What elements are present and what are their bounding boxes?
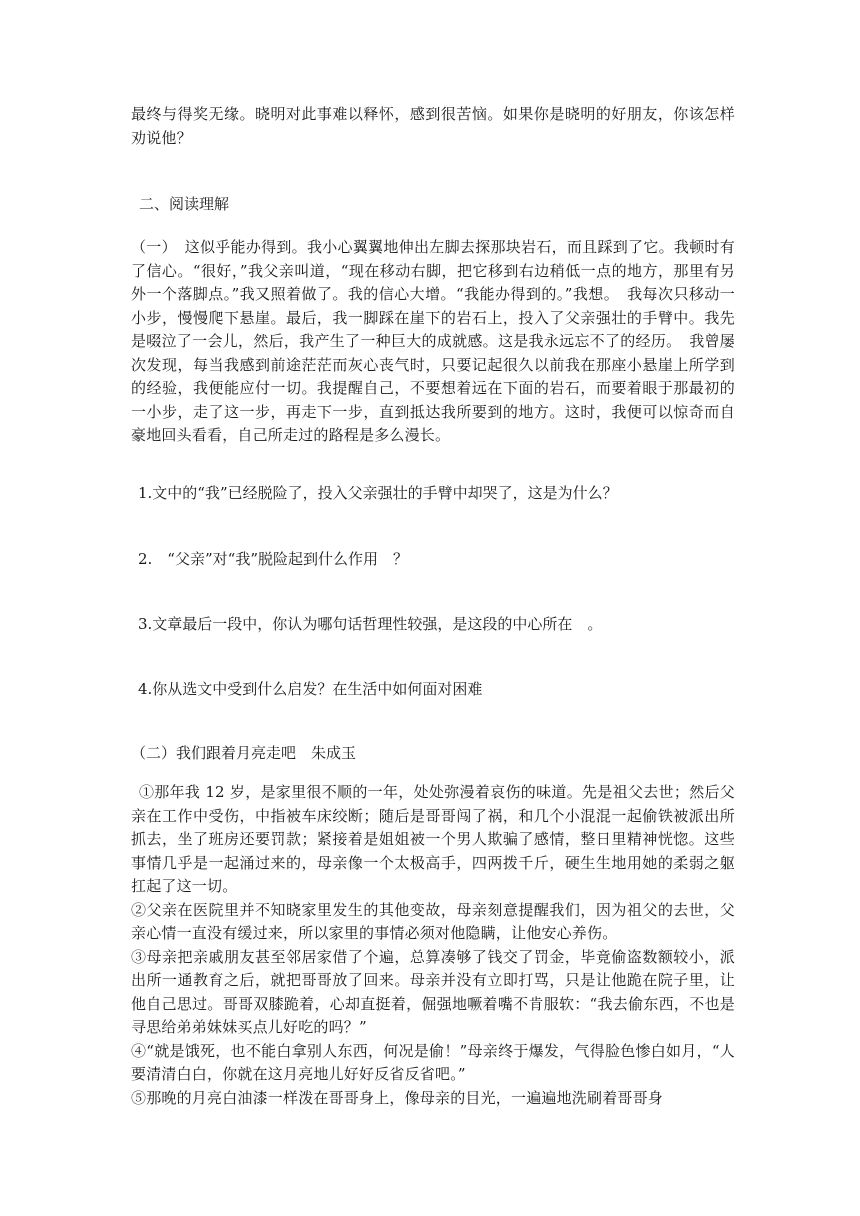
passage-two-paragraph-4: ④“就是饿死，也不能白拿别人东西，何况是偷！”母亲终于爆发，气得脸色惨白如月，“人要清清白白，你就在这月亮地儿好好反省反省吧。” [131, 1041, 735, 1083]
passage-two-paragraph-5: ⑤那晚的月亮白油漆一样泼在哥哥身上，像母亲的目光，一遍遍地洗刷着哥哥身 [131, 1088, 664, 1107]
intro-question-text [131, 103, 735, 150]
passage-two-title: （二）我们跟着月亮走吧 朱成玉 [131, 744, 357, 762]
question-1: 1.文中的“我”已经脱险了，投入父亲强壮的手臂中却哭了，这是为什么？ [138, 484, 618, 502]
question-2: 2. “父亲”对“我”脱险起到什么作用 ？ [138, 550, 408, 568]
question-3: 3.文章最后一段中，你认为哪句话哲理性较强，是这段的中心所在 。 [138, 615, 603, 633]
section-heading: 二、阅读理解 [139, 195, 230, 213]
intro-paragraph: 最终与得奖无缘。晓明对此事难以释怀，感到很苦恼。如果你是晓明的好朋友，你该怎样劝说他？ [131, 105, 735, 147]
passage-two-paragraph-2: ②父亲在医院里并不知晓家里发生的其他变故，母亲刻意提醒我们，因为祖父的去世，父亲心情一直没有缓过来，所以家里的事情必须对他隐瞒，让他安心养伤。 [131, 900, 735, 942]
passage-two-paragraph-3: ③母亲把亲戚朋友甚至邻居家借了个遍，总算凑够了钱交了罚金，毕竟偷盗数额较小，派出所一通教育之后，就把哥哥放了回来。母亲并没有立即打骂，只是让他跪在院子里，让他自己思过。哥哥双膝跪着，心却直挺着，倔强地噘着嘴不肯服软：“我去偷东西，不也是寻思给弟弟妹妹买点儿好吃的吗？” [131, 947, 735, 1036]
passage-two-paragraph-1: ①那年我 12 岁，是家里很不顺的一年，处处弥漫着哀伤的味道。先是祖父去世；然后父亲在工作中受伤，中指被车床绞断；随后是哥哥闯了祸，和几个小混混一起偷铁被派出所抓去，坐了班房还要罚款；紧接着是姐姐被一个男人欺骗了感情，整日里精神恍惚。这些事情几乎是一起涌过来的，母亲像一个太极高手，四两拨千斤，硬生生地用她的柔弱之躯扛起了这一切。 [131, 783, 735, 895]
passage-one [131, 236, 735, 448]
question-4: 4.你从选文中受到什么启发？在生活中如何面对困难 [138, 680, 483, 698]
passage-one-text: （一） 这似乎能办得到。我小心翼翼地伸出左脚去探那块岩石，而且踩到了它。我顿时有了信心。“很好，”我父亲叫道，“现在移动右脚，把它移到右边稍低一点的地方，那里有另外一个落脚点。”我又照着做了。我的信心大增。“我能办得到的。”我想。 我每次只移动一小步，慢慢爬下悬崖。最后，我一脚踩在崖下的岩石上，投入了父亲强壮的手臂中。我先是啜泣了一会儿，然后，我产生了一种巨大的成就感。这是我永远忘不了的经历。 我曾屡次发现，每当我感到前途茫茫而灰心丧气时，只要记起很久以前我在那座小悬崖上所学到的经验，我便能应付一切。我提醒自己，不要想着远在下面的岩石，而要着眼于那最初的一小步，走了这一步，再走下一步，直到抵达我所要到的地方。这时，我便可以惊奇而自豪地回头看看，自己所走过的路程是多么漫长。 [131, 238, 735, 444]
passage-two [131, 781, 735, 1110]
